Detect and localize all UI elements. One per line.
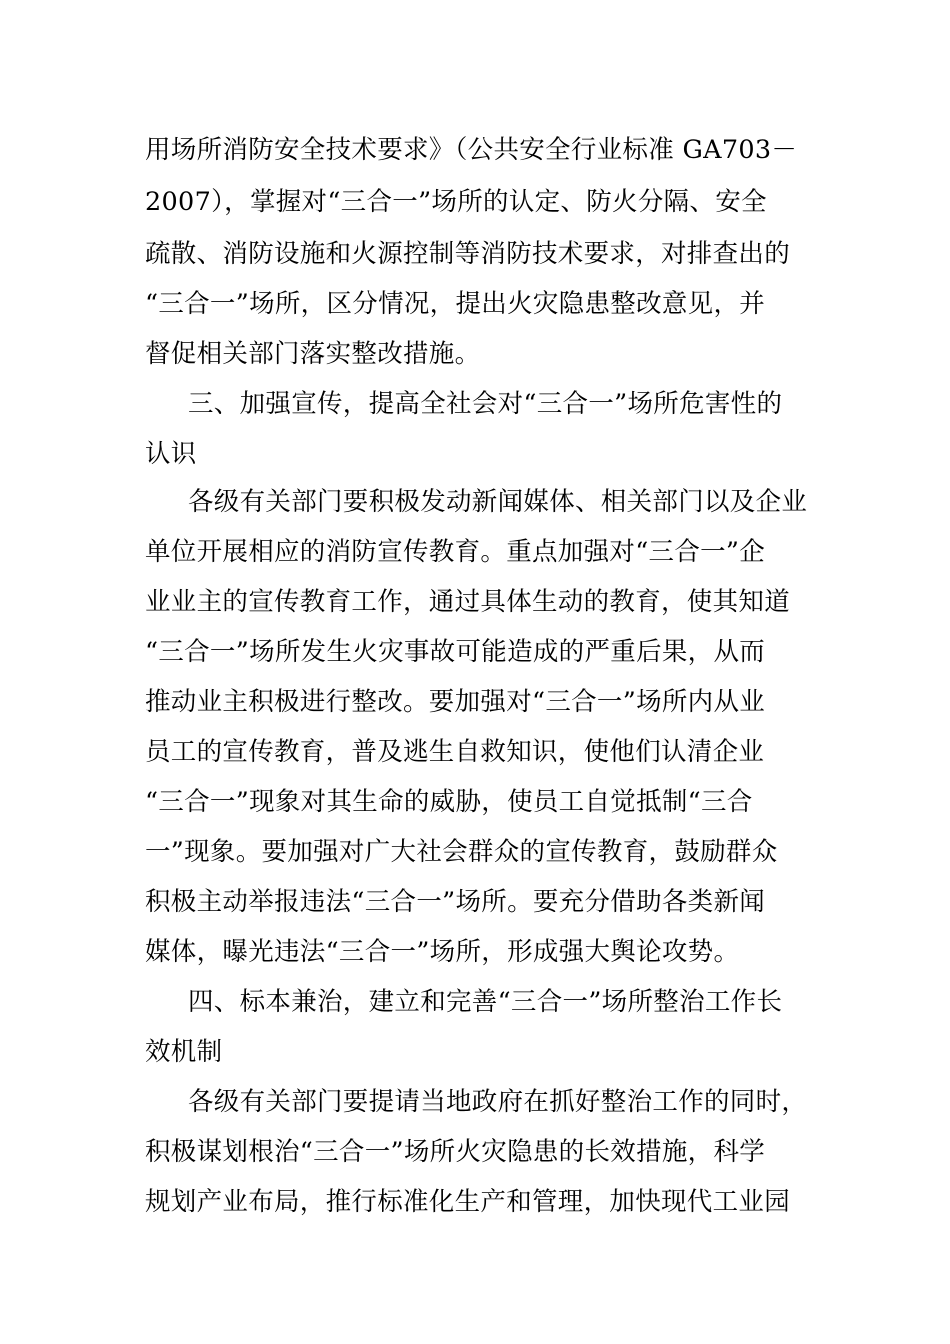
paragraph-start: 各级有关部门要提请当地政府在抓好整治工作的同时， bbox=[188, 1087, 808, 1117]
text-line: 疏散、消防设施和火源控制等消防技术要求，对排查出的 bbox=[145, 239, 791, 269]
section-heading-3: 三、加强宣传，提高全社会对“三合一”场所危害性的 bbox=[188, 389, 783, 419]
text-line: 积极主动举报违法“三合一”场所。要充分借助各类新闻 bbox=[145, 887, 766, 917]
section-heading-4: 四、标本兼治，建立和完善“三合一”场所整治工作长 bbox=[188, 987, 783, 1017]
text-line: 员工的宣传教育，普及逃生自救知识，使他们认清企业 bbox=[145, 737, 765, 767]
text-line: 督促相关部门落实整改措施。 bbox=[145, 339, 481, 369]
text-line: “三合一”场所发生火灾事故可能造成的严重后果，从而 bbox=[145, 637, 766, 667]
text-line: 推动业主积极进行整改。要加强对“三合一”场所内从业 bbox=[145, 687, 766, 717]
text-line: 规划产业布局，推行标准化生产和管理，加快现代工业园 bbox=[145, 1187, 791, 1217]
text-line: 2007），掌握对“三合一”场所的认定、防火分隔、安全 bbox=[145, 187, 767, 217]
section-heading-4-cont: 效机制 bbox=[145, 1037, 223, 1067]
text-line: 业业主的宣传教育工作，通过具体生动的教育，使其知道 bbox=[145, 587, 791, 617]
text-line: 媒体，曝光违法“三合一”场所，形成强大舆论攻势。 bbox=[145, 937, 740, 967]
text-line: “三合一”现象对其生命的威胁，使员工自觉抵制“三合 bbox=[145, 787, 753, 817]
paragraph-start: 各级有关部门要积极发动新闻媒体、相关部门以及企业 bbox=[188, 487, 808, 517]
text-line: 积极谋划根治“三合一”场所火灾隐患的长效措施，科学 bbox=[145, 1137, 766, 1167]
text-line: 单位开展相应的消防宣传教育。重点加强对“三合一”企 bbox=[145, 537, 766, 567]
text-line: “三合一”场所，区分情况，提出火灾隐患整改意见，并 bbox=[145, 289, 766, 319]
section-heading-3-cont: 认识 bbox=[145, 439, 197, 469]
text-line: 用场所消防安全技术要求》（公共安全行业标准 GA703－ bbox=[145, 135, 798, 165]
text-line: 一”现象。要加强对广大社会群众的宣传教育，鼓励群众 bbox=[145, 837, 778, 867]
